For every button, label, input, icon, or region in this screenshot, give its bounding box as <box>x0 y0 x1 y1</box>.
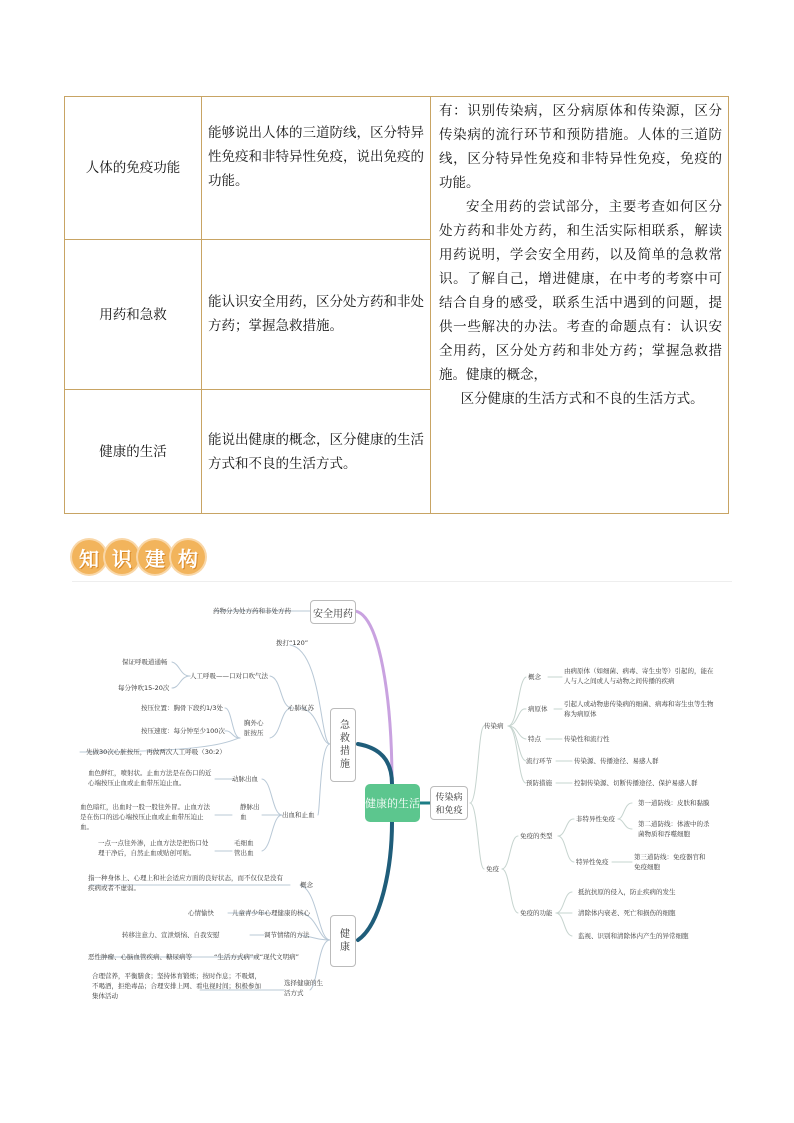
call-120-text: 拨打“120” <box>276 639 309 647</box>
arterial-label: 动脉出血 <box>232 775 258 783</box>
requirement-cell: 能认识安全用药，区分处方药和非处方药；掌握急救措施。 <box>202 240 431 390</box>
compress-step: 按压速度：每分钟至少100次 <box>141 727 225 735</box>
venous-label: 静脉出血 <box>240 803 260 821</box>
venous-desc: 血色暗红，出血时一股一股往外冒。止血方法是在伤口的远心端按压止血或止血带压迫止血。 <box>80 803 210 831</box>
bleeding-label: 出血和止血 <box>282 811 315 819</box>
arterial-desc: 血色鲜红，喷射状。止血方法是在伤口的近心端按压止血或止血带压迫止血。 <box>88 769 212 787</box>
curriculum-table <box>64 96 729 514</box>
mood-label: 心情愉快 <box>188 909 214 917</box>
choose-lifestyle-desc: 合理营养，平衡膳食；坚持体育锻炼；按时作息；不吸烟，不喝酒，拒绝毒品；合理安排上网、看电视时间；积极参加集体活动 <box>92 972 261 1000</box>
topic-cell: 健康的生活 <box>65 390 202 514</box>
first-line-text: 第一道防线：皮肤和黏膜 <box>638 799 710 807</box>
immunity-label: 免疫 <box>486 865 499 873</box>
feature-label: 特点 <box>528 735 541 743</box>
section-header <box>72 540 732 584</box>
transmission-desc: 传染源、传播途径、易感人群 <box>574 757 659 765</box>
analysis-cell <box>431 97 729 514</box>
analysis-paragraph: 安全用药的尝试部分，主要考查如何区分处方药和非处方药，和生活实际相联系，解读用药说明，学会安全用药，以及简单的急救常识。了解自己，增进健康，在中考的考察中可结合自身的感受，联系生活中遇到的问题，提供一些解决的办法。考查的命题点有：认识安全用药，区分处方药和非处方药；掌握急救措施。健康的概念， <box>439 199 722 383</box>
prevention-desc: 控制传染源、切断传播途径、保护易感人群 <box>574 779 698 787</box>
analysis-paragraph: 有：识别传染病，区分病原体和传染源，区分传染病的流行环节和预防措施。人体的三道防线，区分特异性免疫和非特异性免疫，免疫的功能。 <box>439 103 722 191</box>
mood-desc: 儿童青少年心理健康的核心 <box>232 909 310 917</box>
choose-lifestyle-label: 选择健康的生活方式 <box>284 979 323 997</box>
breath-step: 保证呼吸道通畅 <box>122 658 168 666</box>
node-infection-immunity: 传染病和免疫 <box>430 786 468 820</box>
breath-label: 人工呼吸——口对口吹气法 <box>190 672 268 680</box>
prevention-label: 预防措施 <box>526 779 552 787</box>
topic-cell: 人体的免疫功能 <box>65 97 202 240</box>
cpr-ratio-text: 先做30次心脏按压，再做两次人工呼吸（30:2） <box>86 748 226 756</box>
immune-function-item: 监视、识别和清除体内产生的异常细胞 <box>578 932 689 940</box>
immune-function-item: 清除体内衰老、死亡和损伤的细胞 <box>578 909 676 917</box>
chronic-disease-text: 恶性肿瘤、心脑血管疾病、糖尿病等 <box>88 953 192 961</box>
pathogen-desc: 引起人或动物患传染病的细菌、病毒和寄生虫等生物称为病原体 <box>564 700 714 718</box>
third-line-text: 第三道防线：免疫器官和免疫细胞 <box>634 853 706 871</box>
second-line-text: 第二道防线：体液中的杀菌物质和吞噬细胞 <box>638 820 710 838</box>
health-concept-label: 概念 <box>300 881 313 889</box>
title-char: 构 <box>171 540 205 574</box>
specific-label: 特异性免疫 <box>576 858 609 866</box>
safe-med-item: 药物分为处方药和非处方药 <box>213 607 291 615</box>
compress-label: 胸外心脏按压 <box>244 719 264 737</box>
node-safe-medication: 安全用药 <box>310 600 356 624</box>
table-row <box>65 97 729 240</box>
compress-step: 按压位置：胸骨下段约1/3处 <box>141 704 223 712</box>
immune-function-label: 免疫的功能 <box>520 909 553 917</box>
breath-step: 每分钟吹15-20次 <box>118 684 170 692</box>
header-divider <box>72 581 732 582</box>
immune-type-label: 免疫的类型 <box>520 832 553 840</box>
immune-function-item: 抵抗抗原的侵入，防止疾病的发生 <box>578 888 676 896</box>
adjust-desc: 转移注意力、宣泄烦恼、自我安慰 <box>122 931 220 939</box>
requirement-cell: 能够说出人体的三道防线，区分特异性免疫和非特异性免疫，说出免疫的功能。 <box>202 97 431 240</box>
node-health: 健康 <box>330 915 356 967</box>
capillary-desc: 一点一点往外渗，止血方法是把伤口处理干净后，自然止血或贴创可贴。 <box>98 839 209 857</box>
inf-concept-label: 概念 <box>528 673 541 681</box>
cpr-label: 心肺复苏 <box>288 704 314 712</box>
node-first-aid: 急救措施 <box>330 708 356 782</box>
analysis-paragraph: 区分健康的生活方式和不良的生活方式。 <box>460 391 704 407</box>
infectious-label: 传染病 <box>484 722 504 730</box>
nonspecific-label: 非特异性免疫 <box>576 815 615 823</box>
pathogen-label: 病原体 <box>528 705 548 713</box>
title-char: 知 <box>72 540 106 574</box>
section-title <box>72 540 204 574</box>
lifestyle-disease-text: “生活方式病”或“现代文明病” <box>214 953 299 961</box>
requirement-cell: 能说出健康的概念，区分健康的生活方式和不良的生活方式。 <box>202 390 431 514</box>
capillary-label: 毛细血管出血 <box>234 839 254 857</box>
title-char: 识 <box>105 540 139 574</box>
transmission-label: 流行环节 <box>526 757 552 765</box>
topic-cell: 用药和急救 <box>65 240 202 390</box>
adjust-label: 调节情绪的方法 <box>264 931 310 939</box>
inf-concept-desc: 由病原体（如细菌、病毒、寄生虫等）引起的，能在人与人之间或人与动物之间传播的疾病 <box>564 667 714 685</box>
feature-desc: 传染性和流行性 <box>564 735 610 743</box>
health-concept-desc: 指一种身体上、心理上和社会适应方面的良好状态，而不仅仅是没有疾病或者不虚弱。 <box>88 874 283 892</box>
center-node: 健康的生活 <box>365 784 420 822</box>
title-char: 建 <box>138 540 172 574</box>
